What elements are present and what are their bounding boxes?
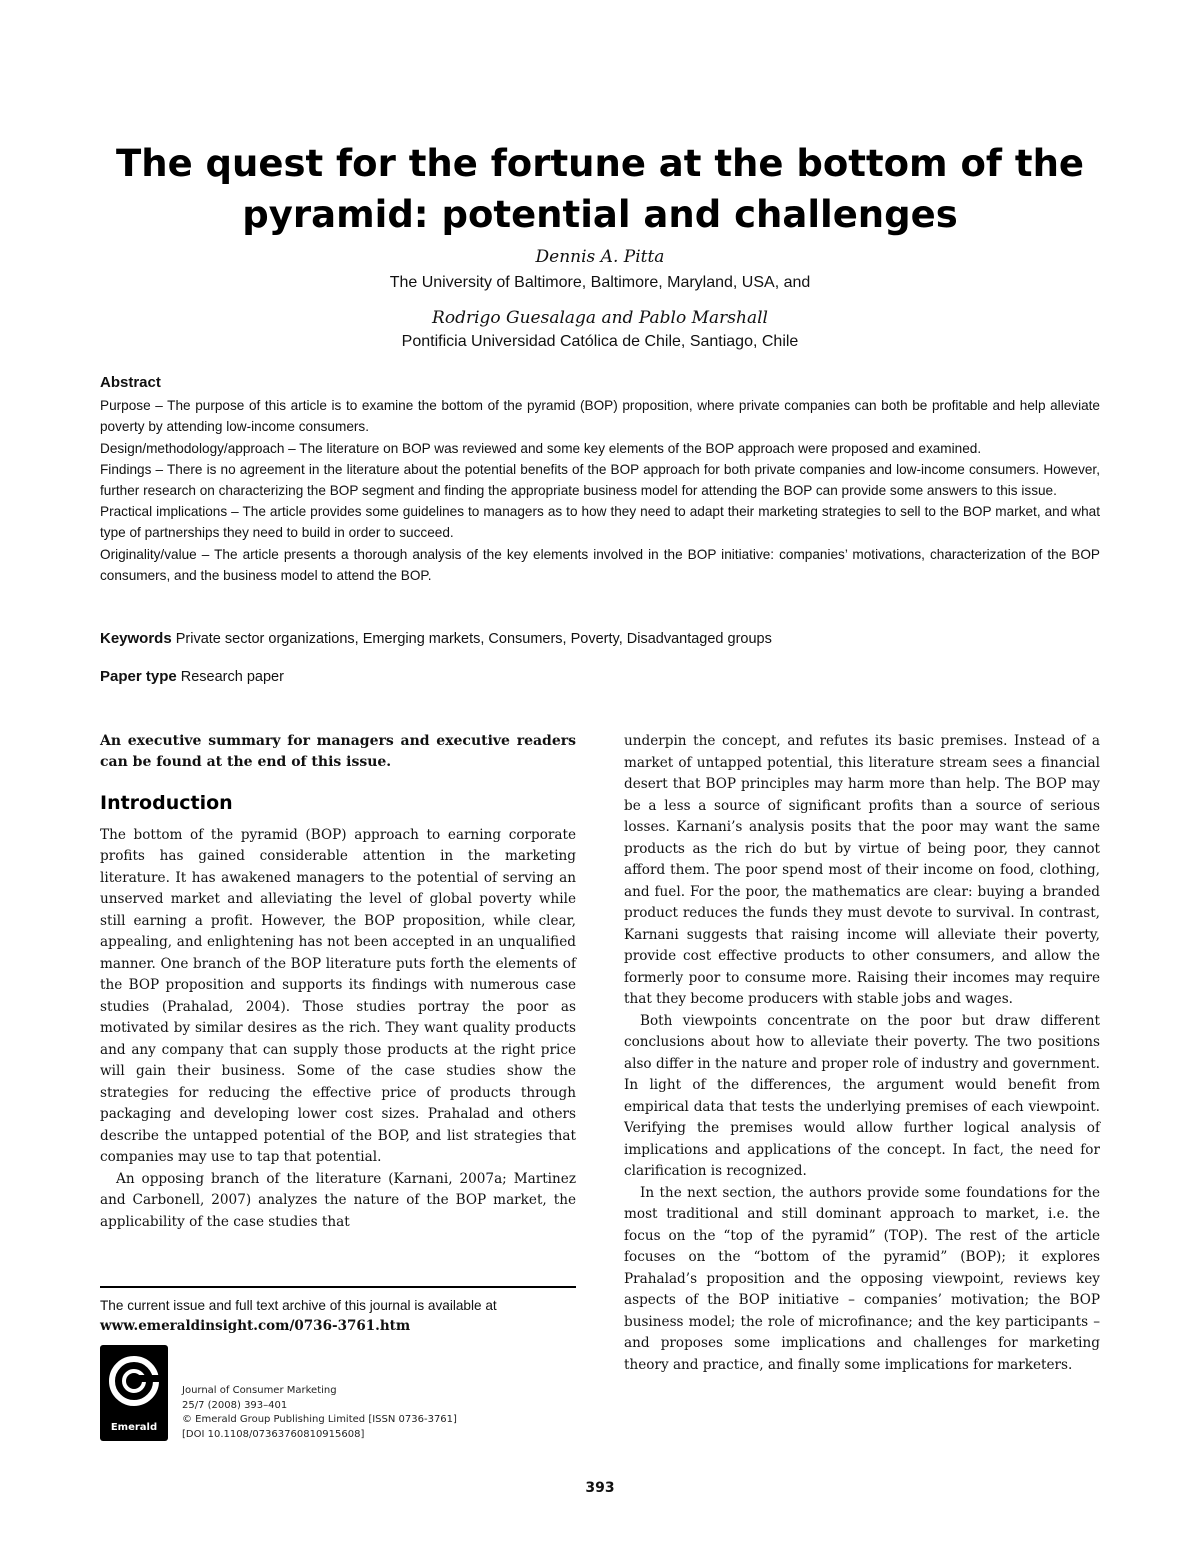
publisher-logo <box>100 1345 168 1441</box>
abstract-design: Design/methodology/approach – The literature on BOP was reviewed and some key elements of the BOP approach were proposed and examined. <box>100 440 982 456</box>
abstract-practical: Practical implications – The article provides some guidelines to managers as to how they need to adapt their marketing strategies to sell to the BOP market, and what type of partnerships they need to build in order to succeed. <box>100 504 1101 541</box>
journal-volume: 25/7 (2008) 393–401 <box>182 1399 288 1411</box>
author-2: Rodrigo Guesalaga and Pablo Marshall <box>432 308 768 328</box>
journal-info <box>182 1384 457 1442</box>
author-1: Dennis A. Pitta <box>535 247 665 267</box>
paper-type-label: Paper type <box>100 668 177 685</box>
paragraph: Both viewpoints concentrate on the poor but draw different conclusions about how to alleviate their poverty. The two positions also differ in the nature and proper role of industry and government. In light of the differences, the argument would benefit from empirical data that tests the underlying premises of each viewpoint. Verifying the premises would allow further logical analysis of implications and applications of the concept. In fact, the need for clarification is recognized. <box>624 1012 1100 1179</box>
journal-url-link[interactable]: www.emeraldinsight.com/0736-3761.htm <box>100 1318 411 1334</box>
left-column <box>100 731 576 1233</box>
abstract-heading: Abstract <box>100 374 161 391</box>
keywords <box>100 630 1100 647</box>
paper-title <box>60 138 1140 240</box>
right-column <box>624 731 1100 1376</box>
title-line-2: pyramid: potential and challenges <box>242 193 958 236</box>
keywords-text: Private sector organizations, Emerging markets, Consumers, Poverty, Disadvantaged groups <box>175 631 772 647</box>
emerald-logo-icon <box>100 1349 168 1419</box>
paper-type <box>100 668 1100 685</box>
executive-summary-note: An executive summary for managers and executive readers can be found at the end of this issue. <box>100 733 576 770</box>
abstract-findings: Findings – There is no agreement in the literature about the potential benefits of the BOP approach for both private companies and low-income consumers. However, further research on characterizing the BOP segment and finding the appropriate business model for attending the BOP can provide some answers to this issue. <box>100 461 1100 499</box>
abstract-originality: Originality/value – The article presents a thorough analysis of the key elements involved in the BOP initiative: companies’ motivations, characterization of the BOP consumers, and the business model to attend the BOP. <box>100 546 1100 583</box>
keywords-label: Keywords <box>100 630 172 647</box>
section-heading-introduction: Introduction <box>100 792 233 814</box>
paragraph: An opposing branch of the literature (Karnani, 2007a; Martinez and Carbonell, 2007) analyzes the nature of the BOP market, the applicability of the case studies that <box>100 1170 576 1230</box>
footnote-text: The current issue and full text archive of this journal is available at <box>100 1298 497 1313</box>
page-number: 393 <box>585 1480 615 1496</box>
journal-doi: [DOI 10.1108/07363760810915608] <box>182 1428 365 1440</box>
publisher-logo-word: Emerald <box>110 1422 158 1433</box>
paragraph: In the next section, the authors provide some foundations for the most traditional and still dominant approach to market, i.e. the focus on the “top of the pyramid” (TOP). The rest of the article focuses on the “bottom of the pyramid” (BOP); it explores Prahalad’s proposition and the opposing viewpoint, reviews key aspects of the BOP initiative – companies’ motivation; the BOP business model; the role of microfinance; and the key participants – and proposes some implications and challenges for marketing theory and practice, and finally some implications for marketers. <box>624 1184 1100 1373</box>
footnote-divider <box>100 1286 576 1288</box>
journal-publisher: © Emerald Group Publishing Limited [ISSN 0736-3761] <box>182 1414 457 1425</box>
abstract-purpose: Purpose – The purpose of this article is to examine the bottom of the pyramid (BOP) proposition, where private companies can both be profitable and help alleviate poverty by attending low-income consumers. <box>100 398 1100 435</box>
abstract <box>100 372 1100 586</box>
title-line-1: The quest for the fortune at the bottom of the <box>115 142 1085 185</box>
footnote <box>100 1295 580 1337</box>
paragraph: underpin the concept, and refutes its basic premises. Instead of a market of untapped potential, this literature stream sees a financial desert that BOP principles may harm more than help. The BOP may be a less a source of significant profits than a source of serious losses. Karnani’s analysis posits that the poor may want the same products as the rich do but by virtue of being poor, they cannot afford them. The poor spend most of their income on food, clothing, and fuel. For the poor, the mathematics are clear: buying a branded product reduces the funds they must devote to survival. In contrast, Karnani suggests that raising income will alleviate their poverty, provide cost effective products to other consumers, and allow the formerly poor to consume more. Raising their incomes may require that they become producers with stable jobs and wages. <box>624 733 1100 1007</box>
paper-type-text: Research paper <box>180 669 284 685</box>
affiliation-2: Pontificia Universidad Católica de Chile, Santiago, Chile <box>401 333 799 350</box>
paragraph: The bottom of the pyramid (BOP) approach to earning corporate profits has gained considerable attention in the marketing literature. It has awakened managers to the potential of serving an unserved market and alleviating the level of global poverty while still earning a profit. However, the BOP proposition, while clear, appealing, and enlightening has not been accepted in an unqualified manner. One branch of the BOP literature puts forth the elements of the BOP proposition and supports its findings with numerous case studies (Prahalad, 2004). Those studies portray the poor as motivated by similar desires as the rich. They want quality products and any company that can supply those products at the right price will gain their business. Some of the case studies show the strategies for reducing the effective price of products through packaging and developing lower cost sizes. Prahalad and others describe the untapped potential of the BOP, and list strategies that companies may use to tap that potential. <box>100 826 576 1165</box>
affiliation-1: The University of Baltimore, Baltimore, Maryland, USA, and <box>389 274 811 291</box>
journal-name: Journal of Consumer Marketing <box>182 1385 337 1396</box>
